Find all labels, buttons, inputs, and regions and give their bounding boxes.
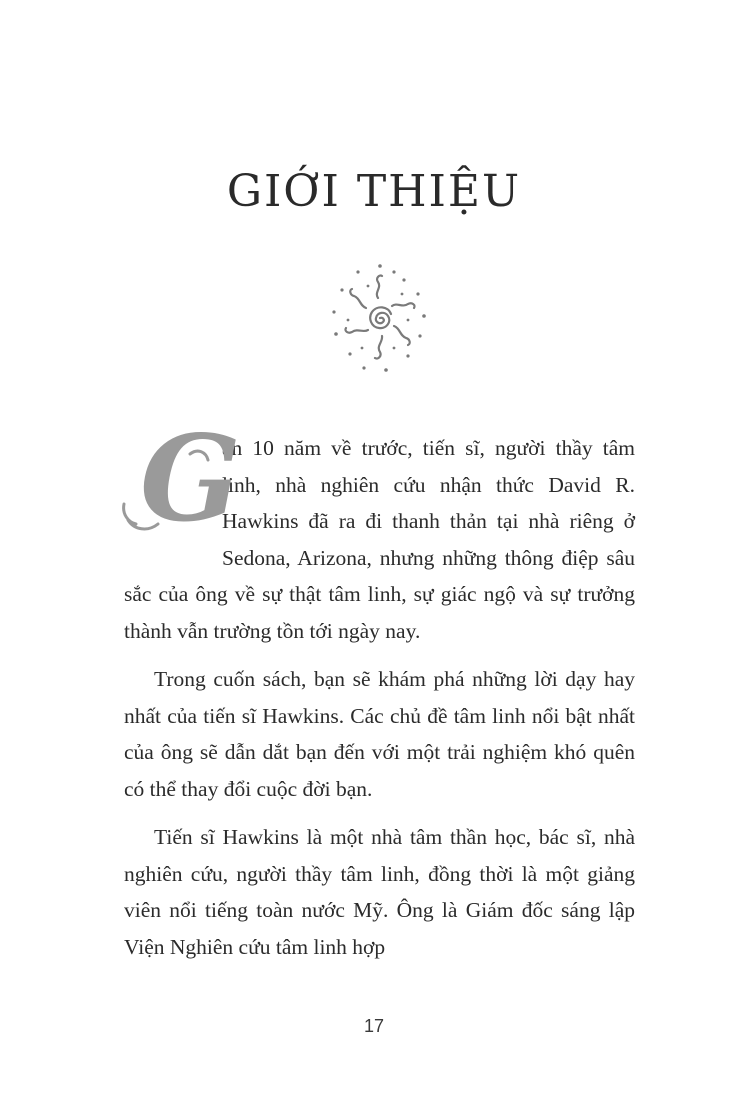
chapter-title: GIỚI THIỆU [226, 166, 522, 217]
drop-cap [120, 409, 241, 548]
page-number: 17 [363, 1016, 385, 1036]
paragraph-3: Tiến sĩ Hawkins là một nhà tâm thần học, bác sĩ, nhà nghiên cứu, người thầy tâm linh, đồng thời là một giảng viên nổi tiếng toàn nước Mỹ. Ông là Giám đốc sáng lập Viện Nghiên cứu tâm linh hợp [124, 825, 635, 959]
sun-swirl-ornament-icon [328, 258, 432, 378]
paragraph-1 [124, 409, 635, 649]
drop-cap-letter: G [140, 409, 241, 548]
paragraph-2: Trong cuốn sách, bạn sẽ khám phá những lời dạy hay nhất của tiến sĩ Hawkins. Các chủ đề tâm linh nổi bật nhất của ông sẽ dẫn dắt bạn đến với một trải nghiệm khó quên có thể thay đổi cuộc đời bạn. [124, 667, 635, 801]
paragraph-1-text: ần 10 năm về trước, tiến sĩ, người thầy tâm linh, nhà nghiên cứu nhận thức David R. Hawkins đã ra đi thanh thản tại nhà riêng ở Sedona, Arizona, nhưng những thông điệp sâu sắc của ông về sự thật tâm linh, sự giác ngộ và sự trưởng thành vẫn trường tồn tới ngày nay. [124, 436, 635, 643]
body-text [124, 409, 635, 977]
